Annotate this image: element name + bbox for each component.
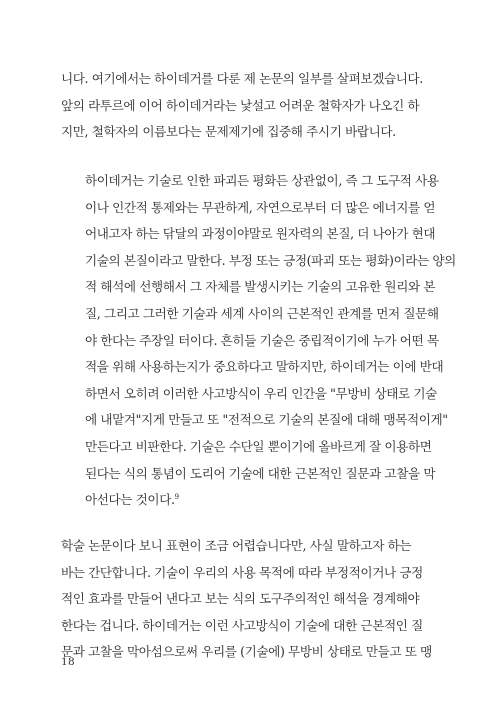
quote-line: 하면서 오히려 이러한 사고방식이 우리 인간을 "무방비 상태로 기술 bbox=[85, 385, 437, 401]
text-line: 학술 논문이다 보니 표현이 조금 어렵습니다만, 사실 말하고자 하는 bbox=[61, 538, 412, 553]
quote-line: 적을 위해 사용하는지가 중요하다고 말하지만, 하이데거는 이에 반대 bbox=[85, 359, 444, 375]
quote-line: 질, 그리고 그러한 기술과 세계 사이의 근본적인 관계를 먼저 질문해 bbox=[85, 305, 439, 321]
quote-line bbox=[85, 487, 456, 514]
quote-line: 된다는 식의 통념이 도리어 기술에 대한 근본적인 질문과 고찰을 막 bbox=[85, 465, 436, 481]
quote-line: 이나 인간적 통제와는 무관하게, 자연으로부터 더 많은 에너지를 얻 bbox=[85, 199, 436, 215]
text-line: 앞의 라투르에 이어 하이데거라는 낯설고 어려운 철학자가 나오긴 하 bbox=[61, 97, 420, 113]
quote-line: 기술의 본질이라고 말한다. 부정 또는 긍정(파괴 또는 평화)이라는 양의 bbox=[85, 252, 456, 268]
text-line: 지만, 철학자의 이름보다는 문제제기에 집중해 주시기 바랍니다. bbox=[61, 124, 396, 140]
page-number: 18 bbox=[61, 656, 75, 668]
quote-line: 야 한다는 주장일 터이다. 흔히들 기술은 중립적이기에 누가 어떤 목 bbox=[85, 332, 439, 348]
quote-line: 만든다고 비판한다. 기술은 수단일 뿐이기에 올바르게 잘 이용하면 bbox=[85, 438, 432, 454]
text-line: 한다는 겁니다. 하이데거는 이런 사고방식이 기술에 대한 근본적인 질 bbox=[61, 617, 423, 633]
intro-paragraph bbox=[61, 66, 423, 146]
text-line: 바는 간단합니다. 기술이 우리의 사용 목적에 따라 부정적이거나 긍정 bbox=[61, 564, 423, 580]
quote-line: 하이데거는 기술로 인한 파괴든 평화든 상관없이, 즉 그 도구적 사용 bbox=[85, 173, 439, 188]
quote-line: 어내고자 하는 닦달의 과정이야말로 원자력의 본질, 더 나아가 현대 bbox=[85, 226, 436, 242]
quote-last-text: 아선다는 것이다. bbox=[85, 492, 175, 508]
commentary-paragraph bbox=[61, 533, 432, 666]
text-line: 적인 효과를 만들어 낸다고 보는 식의 도구주의적인 해석을 경계해야 bbox=[61, 591, 420, 607]
footnote-marker[interactable]: 9 bbox=[174, 492, 179, 501]
quote-line: 에 내맡겨"지게 만들고 또 "전적으로 기술의 본질에 대해 맹목적이게" bbox=[85, 412, 448, 428]
block-quote bbox=[85, 168, 456, 514]
text-line: 니다. 여기에서는 하이데거를 다룬 제 논문의 일부를 살펴보겠습니다. bbox=[61, 71, 423, 86]
text-line: 문과 고찰을 막아섬으로써 우리를 (기술에) 무방비 상태로 만들고 또 맹 bbox=[61, 644, 432, 660]
quote-line: 적 해석에 선행해서 그 자체를 발생시키는 기술의 고유한 원리와 본 bbox=[85, 279, 436, 295]
